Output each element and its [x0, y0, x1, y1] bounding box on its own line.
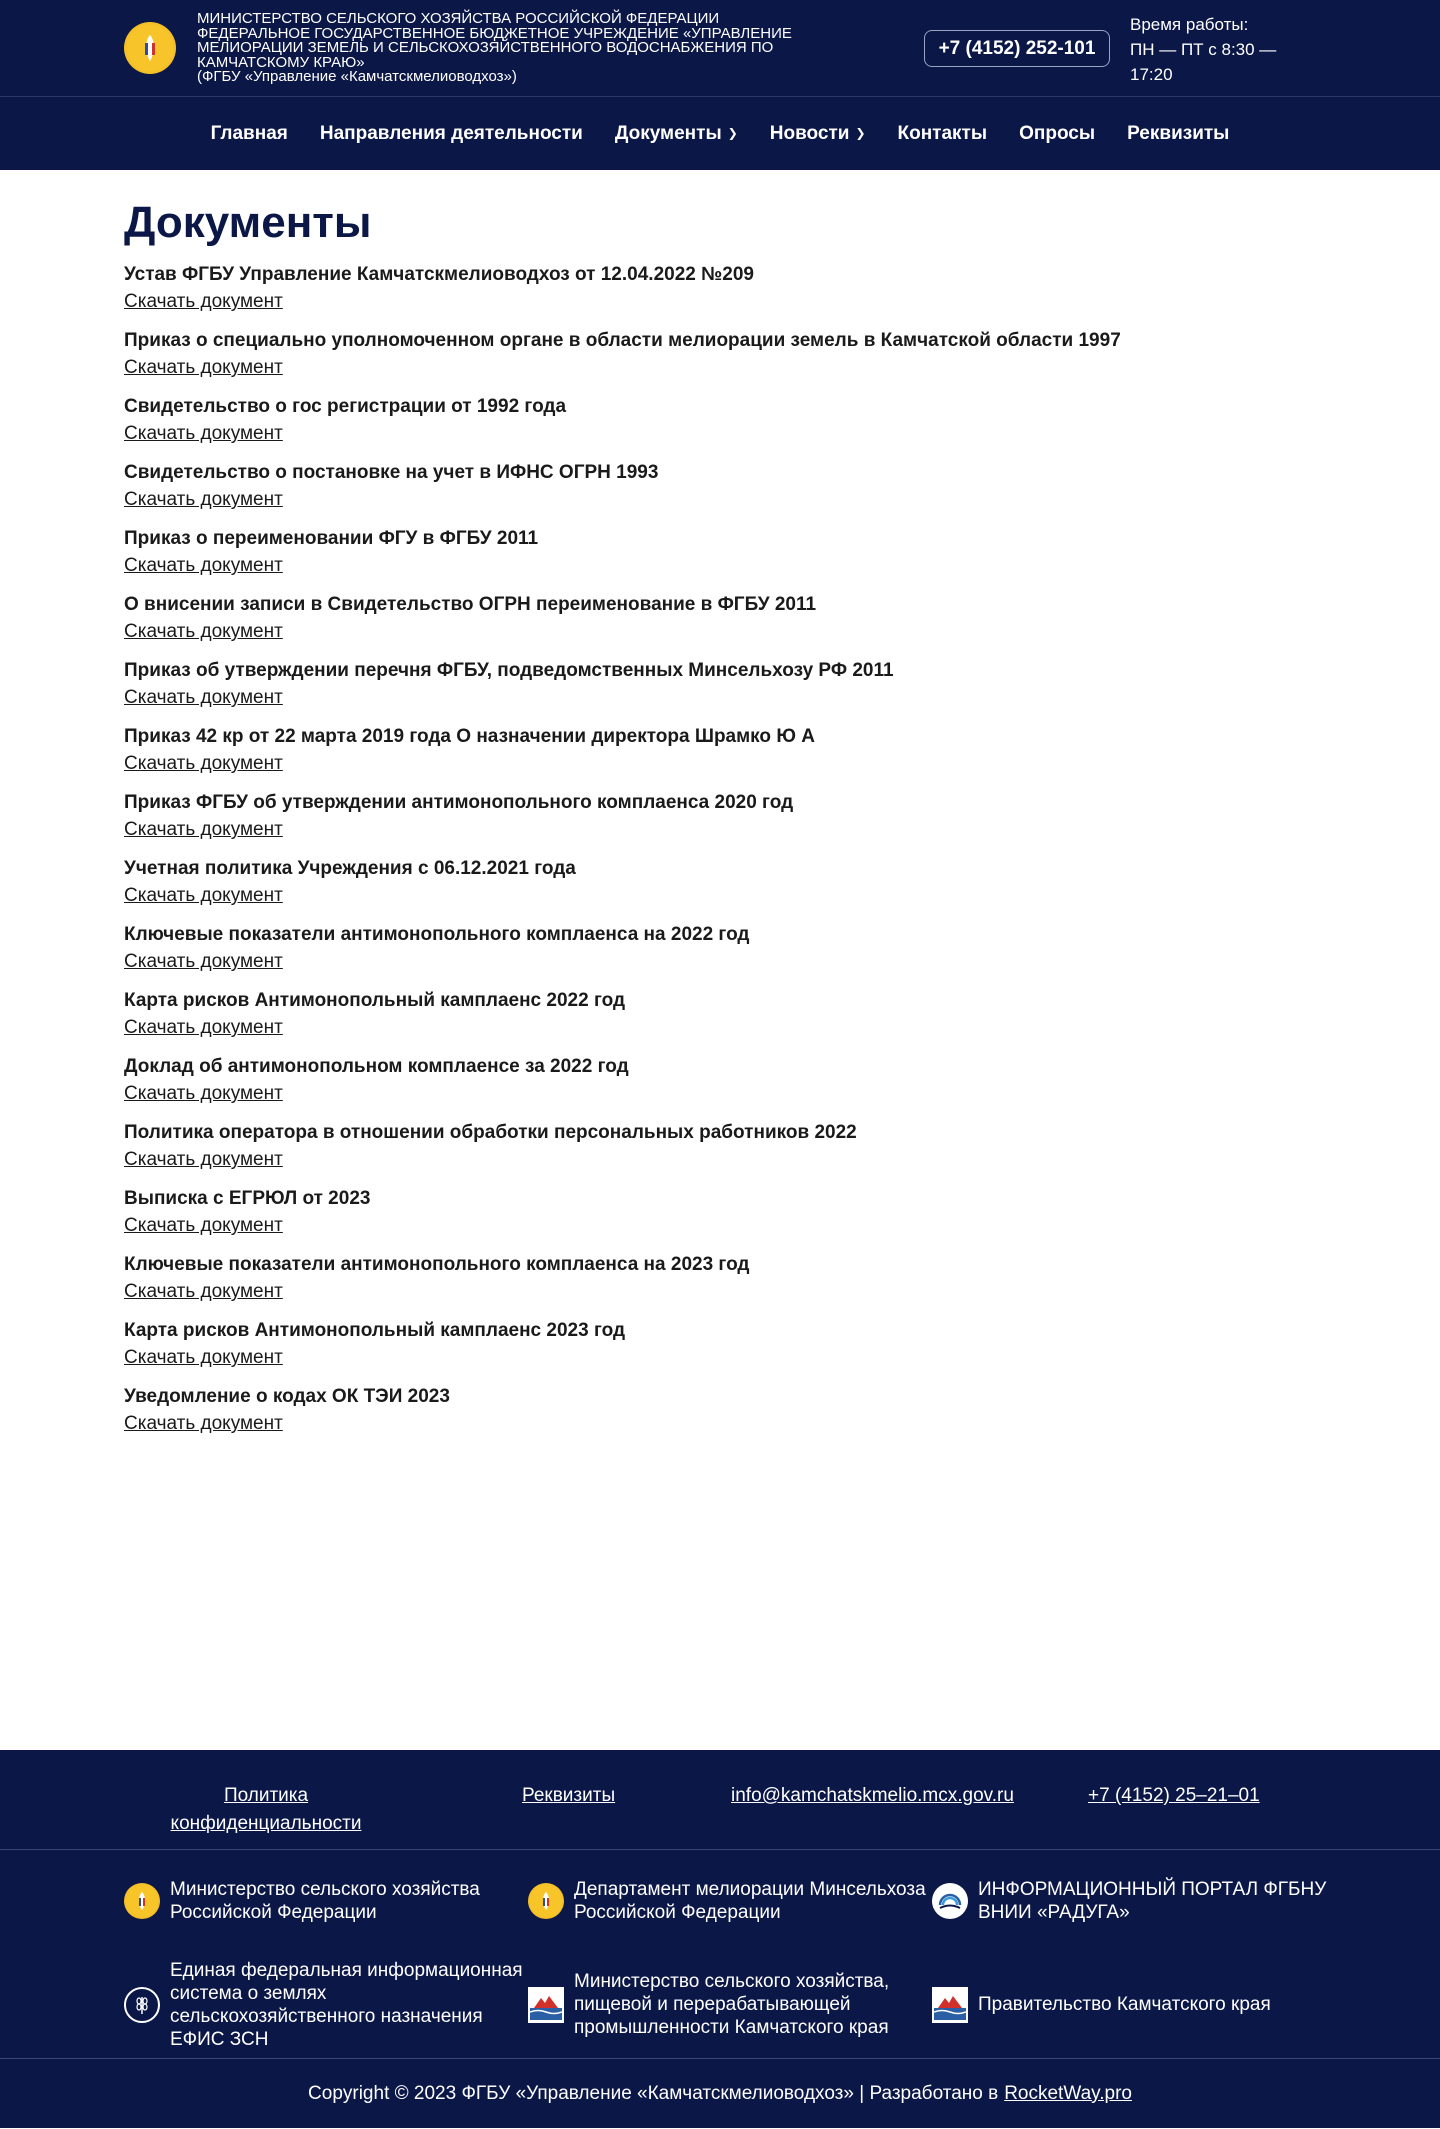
download-document-link[interactable]: Скачать документ [124, 951, 283, 972]
partner-link-department[interactable] [528, 1870, 932, 1931]
header-phone-button[interactable]: +7 (4152) 252-101 [924, 30, 1110, 67]
footer-links [0, 1750, 1440, 1850]
ministry-emblem-icon [124, 1883, 160, 1919]
download-document-link[interactable]: Скачать документ [124, 1281, 283, 1302]
partner-label: Министерство сельского хозяйства, пищевой и перерабатывающей промышленности Камчатского края [574, 1971, 890, 2038]
download-document-link[interactable]: Скачать документ [124, 885, 283, 906]
wheat-icon [124, 1987, 160, 2023]
nav-label: Документы [614, 122, 722, 144]
download-document-link[interactable]: Скачать документ [124, 753, 283, 774]
privacy-line: конфиденциальности [170, 1813, 362, 1834]
partner-label: ИНФОРМАЦИОННЫЙ ПОРТАЛ ФГБНУ ВНИИ «РАДУГА» [978, 1878, 1327, 1923]
document-title: Свидетельство о постановке на учет в ИФНС ОГРН 1993 [124, 462, 659, 483]
document-item [124, 526, 1440, 580]
partner-link-raduga[interactable] [932, 1870, 1336, 1931]
partner-link-kamchatka-ministry[interactable] [528, 1951, 932, 2058]
partner-label: Единая федеральная информационная система о землях сельскохозяйственного назначения ЕФИС ЗСН [170, 1959, 523, 2050]
main-content [0, 170, 1440, 1750]
org-line: МЕЛИОРАЦИИ ЗЕМЕЛЬ И СЕЛЬСКОХОЗЯЙСТВЕННОГО ВОДОСНАБЖЕНИЯ ПО [197, 39, 774, 56]
document-title: Приказ об утверждении перечня ФГБУ, подведомственных Минсельхозу РФ 2011 [124, 660, 894, 681]
nav-item-contacts[interactable] [882, 123, 1004, 145]
download-document-link[interactable]: Скачать документ [124, 819, 283, 840]
download-document-link[interactable]: Скачать документ [124, 357, 283, 378]
hours-value: ПН — ПТ с 8:30 — [1130, 40, 1277, 59]
nav-item-documents[interactable] [599, 123, 754, 145]
document-title: Карта рисков Антимонопольный камплаенс 2022 год [124, 990, 626, 1011]
nav-label: Главная [210, 122, 288, 144]
hours-label: Время работы: [1130, 15, 1249, 34]
document-item [124, 328, 1440, 382]
document-item [124, 592, 1440, 646]
document-item [124, 394, 1440, 448]
download-document-link[interactable]: Скачать документ [124, 1149, 283, 1170]
document-title: Уведомление о кодах ОК ТЭИ 2023 [124, 1386, 450, 1407]
document-title: Приказ о специально уполномоченном органе в области мелиорации земель в Камчатской области 1997 [124, 330, 1121, 351]
partner-links [0, 1850, 1440, 2058]
nav-item-requisites[interactable] [1111, 123, 1245, 145]
nav-label: Реквизиты [1127, 122, 1230, 144]
download-document-link[interactable]: Скачать документ [124, 489, 283, 510]
footer-email-link[interactable]: info@kamchatskmelio.mcx.gov.ru [731, 1785, 1014, 1806]
document-item [124, 262, 1440, 316]
document-title: О внисении записи в Свидетельство ОГРН переименование в ФГБУ 2011 [124, 594, 817, 615]
document-title: Выписка с ЕГРЮЛ от 2023 [124, 1188, 371, 1209]
top-header [0, 0, 1440, 97]
nav-label: Контакты [897, 122, 988, 144]
download-document-link[interactable]: Скачать документ [124, 1083, 283, 1104]
document-item [124, 988, 1440, 1042]
download-document-link[interactable]: Скачать документ [124, 1017, 283, 1038]
document-item [124, 1252, 1440, 1306]
privacy-line: Политика [223, 1785, 309, 1806]
document-title: Учетная политика Учреждения с 06.12.2021 года [124, 858, 576, 879]
department-emblem-icon [528, 1883, 564, 1919]
work-hours [1130, 12, 1300, 87]
document-title: Свидетельство о гос регистрации от 1992 года [124, 396, 567, 417]
document-title: Ключевые показатели антимонопольного комплаенса на 2023 год [124, 1254, 750, 1275]
footer-requisites-link[interactable]: Реквизиты [522, 1785, 616, 1806]
kamchatka-flag-icon [932, 1987, 968, 2023]
document-title: Приказ ФГБУ об утверждении антимонопольного комплаенса 2020 год [124, 792, 794, 813]
copyright [0, 2058, 1440, 2128]
partner-label: Департамент мелиорации Минсельхоза Российской Федерации [574, 1878, 926, 1923]
download-document-link[interactable]: Скачать документ [124, 1347, 283, 1368]
document-title: Приказ 42 кр от 22 марта 2019 года О назначении директора Шрамко Ю А [124, 726, 815, 747]
nav-label: Новости [769, 122, 850, 144]
document-item [124, 922, 1440, 976]
download-document-link[interactable]: Скачать документ [124, 423, 283, 444]
org-line: ФЕДЕРАЛЬНОЕ ГОСУДАРСТВЕННОЕ БЮДЖЕТНОЕ УЧРЕЖДЕНИЕ «УПРАВЛЕНИЕ [197, 24, 792, 42]
download-document-link[interactable]: Скачать документ [124, 687, 283, 708]
main-nav [0, 97, 1440, 170]
page-title: Документы [124, 198, 372, 247]
raduga-logo-icon [932, 1883, 968, 1919]
document-title: Карта рисков Антимонопольный камплаенс 2023 год [124, 1320, 626, 1341]
document-item [124, 1318, 1440, 1372]
document-title: Устав ФГБУ Управление Камчатскмелиоводхоз от 12.04.2022 №209 [124, 264, 754, 285]
partner-link-ministry[interactable] [124, 1870, 528, 1931]
ministry-logo-icon[interactable] [124, 22, 176, 74]
chevron-down-icon: ❯ [855, 125, 866, 140]
nav-label: Опросы [1019, 122, 1096, 144]
kamchatka-flag-icon [528, 1987, 564, 2023]
download-document-link[interactable]: Скачать документ [124, 291, 283, 312]
document-list [124, 262, 1440, 1438]
download-document-link[interactable]: Скачать документ [124, 1413, 283, 1434]
nav-item-home[interactable] [195, 123, 304, 145]
document-item [124, 460, 1440, 514]
document-title: Доклад об антимонопольном комплаенсе за 2022 год [124, 1056, 629, 1077]
download-document-link[interactable]: Скачать документ [124, 555, 283, 576]
document-item [124, 724, 1440, 778]
document-title: Политика оператора в отношении обработки персональных работников 2022 [124, 1122, 857, 1143]
nav-item-activities[interactable] [304, 123, 599, 145]
organization-name[interactable] [197, 12, 817, 85]
partner-label: Правительство Камчатского края [978, 1994, 1271, 2015]
document-item [124, 1054, 1440, 1108]
document-item [124, 1186, 1440, 1240]
partner-link-efis[interactable] [124, 1951, 528, 2058]
nav-item-surveys[interactable] [1003, 123, 1111, 145]
footer-phone-link[interactable]: +7 (4152) 25–21–01 [1088, 1785, 1260, 1806]
hours-value: 17:20 [1130, 65, 1173, 84]
document-item [124, 1384, 1440, 1438]
footer [0, 1750, 1440, 2128]
document-item [124, 1120, 1440, 1174]
document-title: Ключевые показатели антимонопольного комплаенса на 2022 год [124, 924, 750, 945]
document-title: Приказ о переименовании ФГУ в ФГБУ 2011 [124, 528, 539, 549]
chevron-down-icon: ❯ [727, 125, 738, 140]
partner-label: Министерство сельского хозяйства Российской Федерации [170, 1878, 480, 1923]
developer-link[interactable]: RocketWay.pro [1004, 2082, 1132, 2104]
org-line: МИНИСТЕРСТВО СЕЛЬСКОГО ХОЗЯЙСТВА РОССИЙСКОЙ ФЕДЕРАЦИИ [197, 10, 720, 27]
org-line: (ФГБУ «Управление «Камчатскмелиоводхоз») [197, 68, 517, 85]
copyright-text: Copyright © 2023 ФГБУ «Управление «Камчатскмелиоводхоз» | Разработано в [308, 2082, 999, 2104]
document-item [124, 856, 1440, 910]
document-item [124, 658, 1440, 712]
partner-link-kamchatka-government[interactable] [932, 1951, 1336, 2058]
nav-item-news[interactable] [754, 123, 882, 145]
document-item [124, 790, 1440, 844]
download-document-link[interactable]: Скачать документ [124, 1215, 283, 1236]
download-document-link[interactable]: Скачать документ [124, 621, 283, 642]
privacy-policy-link[interactable] [168, 1782, 364, 1838]
nav-label: Направления деятельности [319, 122, 583, 144]
org-line: КАМЧАТСКОМУ КРАЮ» [197, 53, 365, 71]
